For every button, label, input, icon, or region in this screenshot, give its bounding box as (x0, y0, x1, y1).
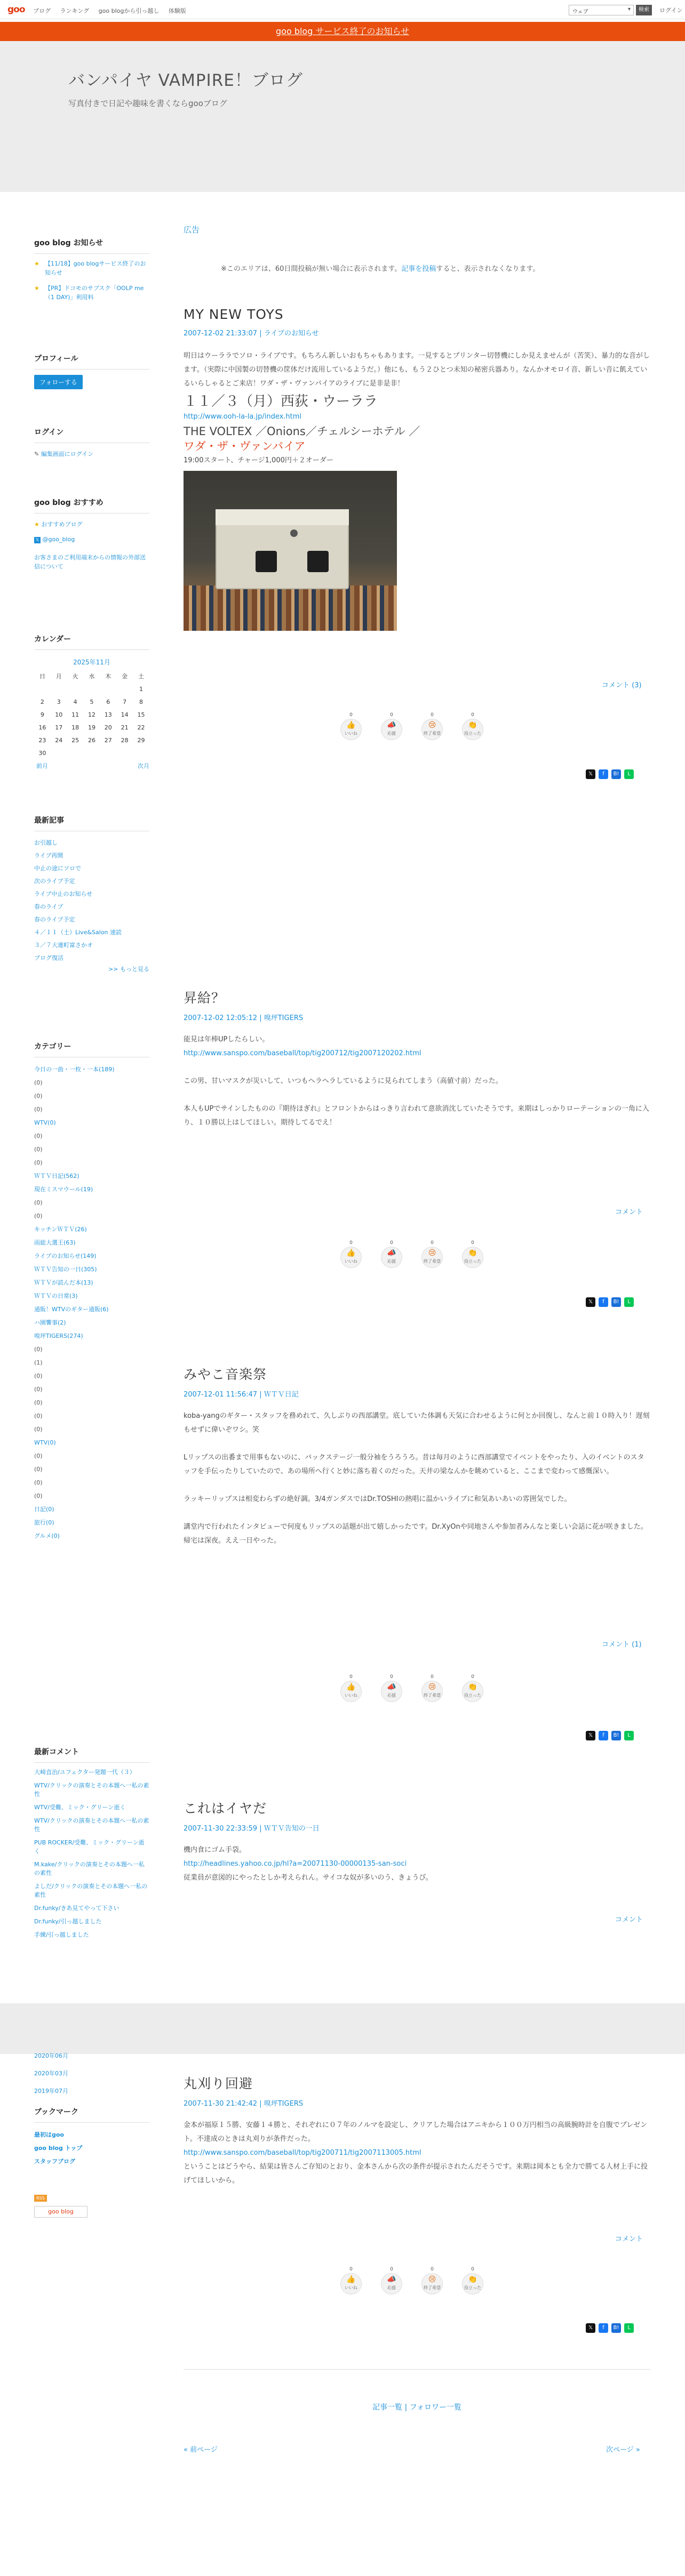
category-link[interactable]: (0) (34, 1133, 43, 1139)
post-body: ラッキーリップスは相変わらずの絶好調。3/4ガンダスではDr.TOSHIの熱唱に温かいライブに和気あいあいの雰囲気でした。 (184, 1495, 571, 1503)
calendar-day: 30 (38, 749, 46, 757)
divider (184, 2369, 650, 2370)
post-body: 機内食にゴム手袋。 (184, 1846, 246, 1854)
megaphone-icon: 📣 (387, 1249, 396, 1257)
reaction-like[interactable]: 0 👍 いいね (336, 1240, 367, 1280)
calendar-weekday: 木 (105, 673, 111, 680)
service-end-link[interactable]: goo blog サービス終了のお知らせ (276, 26, 409, 36)
reaction-cheer[interactable]: 0 📣 応援 (376, 1674, 407, 1714)
calendar-day: 21 (121, 724, 129, 731)
x-icon[interactable]: 𝕏 (586, 2323, 595, 2333)
reaction-bar (336, 1674, 496, 1717)
category-list (34, 1063, 149, 1543)
post-body: koba-yangのギター・スタッフを務めれて、久しぶりの西部講堂。底していた体調も天気に合わせるように何とか回復し、なんと前１０時入り！遅刻もせずに偉いぞワシ。笑 (184, 1412, 650, 1434)
category-link[interactable]: 旅行(0) (34, 1519, 54, 1526)
reaction-bar (336, 2267, 496, 2309)
recent-article-link[interactable]: 春のライブ (34, 903, 63, 910)
calendar-weekday: 日 (39, 673, 45, 680)
reaction-cheer[interactable]: 0 📣 応援 (376, 712, 407, 752)
category-link[interactable]: 現在ミスマウール(19) (34, 1186, 93, 1193)
comment-link[interactable]: M.kake/クリックの演奏とその本題へ一私の素性 (34, 1861, 145, 1876)
hatena-icon[interactable]: B! (611, 2323, 621, 2333)
calendar-weekday: 火 (72, 673, 78, 680)
post-category[interactable]: 嗅坪TIGERS (264, 1014, 304, 1022)
x-icon[interactable]: 𝕏 (586, 769, 595, 779)
post-date[interactable]: 2007-12-01 11:56:47 (184, 1391, 258, 1399)
calendar-day: 20 (104, 724, 112, 731)
star-icon: ★ (34, 285, 39, 292)
archive-link[interactable]: 2020年03月 (34, 2070, 68, 2077)
comment-link[interactable]: Dr.funky/引っ越しました (34, 1918, 102, 1925)
recent-article-link[interactable]: ライブ中止のお知らせ (34, 890, 93, 897)
list-links[interactable]: 記事一覧 | フォロワー一覧 (372, 2403, 461, 2412)
share-bar (586, 2323, 644, 2334)
recent-article-link[interactable]: お引越し (34, 839, 58, 846)
ad-area (184, 224, 650, 273)
venue-link[interactable]: http://www.ooh-la-la.jp/index.html (184, 413, 302, 421)
comment-link[interactable]: コメント (615, 1916, 643, 1924)
sidebar-heading: カテゴリー (34, 1041, 149, 1057)
sidebar-bookmark (34, 2106, 149, 2218)
calendar-day: 13 (104, 711, 112, 718)
comment-link[interactable]: よしだ/クリックの演奏とその本題へ一私の素性 (34, 1883, 148, 1898)
reaction-wish[interactable]: 0 😢 終了希望 (417, 1240, 448, 1280)
reaction-like[interactable]: 0 👍 いいね (336, 2267, 367, 2306)
reaction-bar (336, 712, 496, 755)
calendar-day: 2 (40, 698, 44, 705)
calendar-day: 19 (87, 724, 95, 731)
nav-blog[interactable]: ブログ (33, 7, 51, 14)
share-bar (586, 1731, 644, 1742)
category-link[interactable]: 雨総大選王(63) (34, 1239, 76, 1246)
category-link[interactable]: (0) (34, 1373, 43, 1379)
search-type-select[interactable]: ウェブ ▾ (569, 5, 634, 15)
face-icon: 😢 (428, 1249, 436, 1257)
calendar-day (51, 683, 67, 695)
sidebar-notice (34, 237, 149, 302)
calendar-day: 3 (57, 698, 61, 705)
x-icon[interactable]: 𝕏 (586, 1731, 595, 1740)
category-link[interactable]: (0) (34, 1346, 43, 1353)
sidebar-heading: カレンダー (34, 633, 149, 650)
sidebar-profile (34, 353, 149, 389)
comment-link[interactable]: WTV/クリックの演奏とその本題へ一私の素性 (34, 1817, 149, 1833)
calendar-grid (34, 670, 149, 759)
calendar-prev[interactable]: 前月 (36, 763, 48, 769)
post-body: 本人もUPでサインしたものの『期待ほぎれ』とフロントからはっきり言われて意欲消沈していたそうです。来期はしっかりローテーションの一角に入り、１０勝以上はしてほしい。期待してるでえ！ (184, 1105, 649, 1127)
post-date[interactable]: 2007-12-02 21:33:07 (184, 330, 258, 338)
archive-list (34, 2047, 149, 2100)
reaction-wish[interactable]: 0 😢 終了希望 (417, 2267, 448, 2306)
reaction-helpful[interactable]: 0 👏 役立った (457, 1240, 488, 1280)
live-date: １１／３（月）西荻・ウーララ (184, 394, 378, 410)
live-details: 19:00スタート、チャージ1,000円＋２オーダー (184, 456, 333, 464)
comment-link[interactable]: コメント (615, 2235, 643, 2243)
calendar-day: 12 (87, 711, 95, 718)
category-link[interactable]: (0) (34, 1426, 43, 1433)
post-body: 金本が福原１５勝、安藤１４勝と、それぞれに０７年のノルマを設定し、クリアした場合はアニキから１００万円相当の高級腕時計を自腹でプレゼント。不達成のときは丸刈りが条件だった。 (184, 2121, 648, 2143)
nav-trial[interactable]: 体験版 (168, 7, 186, 14)
star-icon: ★ (34, 521, 42, 528)
calendar-day: 25 (71, 736, 79, 744)
reaction-cheer[interactable]: 0 📣 応援 (376, 1240, 407, 1280)
post-title[interactable]: MY NEW TOYS (184, 307, 284, 322)
calendar-day (133, 747, 149, 759)
calendar-day: 16 (38, 724, 46, 731)
line-icon[interactable]: L (624, 1297, 634, 1307)
share-bar (586, 1297, 644, 1308)
post-category[interactable]: ＷＴＶ日記 (264, 1391, 299, 1399)
reaction-like[interactable]: 0 👍 いいね (336, 1674, 367, 1714)
comment-link[interactable]: 大崎直治/ユフェクター発題一代（３） (34, 1769, 136, 1776)
calendar-day: 9 (40, 711, 44, 718)
calendar-day (34, 683, 51, 695)
post-article-link[interactable]: 記事を投稿 (401, 265, 436, 273)
x-icon[interactable]: 𝕏 (586, 1297, 595, 1307)
comment-link[interactable]: PUB ROCKER/受難、ミック・グリーン逝く (34, 1839, 145, 1855)
recent-article-link[interactable]: 中止の途にソロで (34, 865, 81, 872)
category-link[interactable]: (0) (34, 1413, 43, 1419)
archive-link[interactable]: 2020年06月 (34, 2052, 68, 2059)
notice-item[interactable]: 【PR】ドコモのサブスク「OOLP me（1 DAY)」利用料 (45, 285, 144, 301)
post: 丸刈り回避 2007-11-30 21:42:42 | 嗅坪TIGERS 金本が福原１５勝、安藤１４勝と、それぞれに０７年のノルマを設定し、クリアした場合はアニキから１００万円相当の高級腕時計を自腹でプレゼント。不達成のときは丸刈りが条件だった。 http://www.sanspo.com/baseball/top/tig200711/tig2007113005.html ということはどうやら、結果は皆さんご存知のとおり、金本さんから次の条件が提示されたんだそうです。来期は岡本とも全力で勝てる人材上手に投げてほしいから。 (184, 2073, 650, 2188)
category-link[interactable]: キッチンＷＴＶ(26) (34, 1226, 87, 1233)
blog-title[interactable]: バンパイヤ VAMPIRE！ブログ (68, 71, 303, 90)
face-icon: 😢 (428, 2275, 436, 2284)
calendar-day (116, 747, 133, 759)
notice-item[interactable]: 【11/18】goo blogサービス終了のお知らせ (45, 260, 146, 276)
rss-icon[interactable]: RSS (34, 2195, 47, 2202)
category-link[interactable]: 日記(0) (34, 1506, 54, 1513)
sidebar-comments (34, 1746, 149, 1944)
calendar-day (67, 683, 84, 695)
category-link[interactable]: (0) (34, 1399, 43, 1406)
blog-description: 写真付きで日記や趣味を書くならgooブログ (68, 99, 227, 108)
reaction-cheer[interactable]: 0 📣 応援 (376, 2267, 407, 2306)
sidebar-login (34, 427, 149, 460)
calendar-day (51, 747, 67, 759)
calendar-weekday: 水 (89, 673, 95, 680)
share-bar (586, 769, 644, 780)
calendar-day: 24 (55, 736, 63, 744)
ad-notice-text-2: すると、表示されなくなります。 (436, 265, 540, 273)
calendar-day: 15 (137, 711, 145, 718)
post-body: Lリップスの出番まで用事もないのに、バックステージ一般分袖をうろうろ。昔は毎月のように西部講堂でイベントをやったり、入のイベントのスタッフを手伝ったりしていたので、あの場所へ行くと妙に落ち着くのだった。天井の梁なんかを眺めていると、ここまで変わって感慨深い。 (184, 1454, 644, 1475)
like-icon: 👍 (346, 1683, 356, 1691)
category-link[interactable]: 通販！WTVのギター通販(6) (34, 1306, 109, 1313)
category-link[interactable]: (0) (34, 1479, 43, 1486)
lineup-highlight: ワダ・ザ・ヴァンパイア (184, 440, 306, 453)
goo-blog-badge[interactable]: goo blog (34, 2206, 87, 2218)
calendar-day: 8 (139, 698, 144, 705)
bookmark-link[interactable]: 最初はgoo (34, 2131, 64, 2138)
calendar-day: 4 (73, 698, 77, 705)
reaction-helpful[interactable]: 0 👏 役立った (457, 1674, 488, 1714)
nav-move[interactable]: goo blogから引っ越し (98, 7, 160, 14)
megaphone-icon: 📣 (387, 1683, 396, 1691)
calendar-day (100, 683, 116, 695)
category-link[interactable]: (1) (34, 1359, 43, 1366)
calendar-weekday: 土 (138, 673, 145, 680)
line-icon[interactable]: L (624, 2323, 634, 2333)
post-category[interactable]: 嗅坪TIGERS (264, 2100, 304, 2108)
recent-article-link[interactable]: ４／１１（土）Live&Salon 速読 (34, 929, 122, 936)
category-link[interactable]: 今日の一曲・一枚・一本(189) (34, 1066, 115, 1073)
hatena-icon[interactable]: B! (611, 769, 621, 779)
recommend-link[interactable]: おすすめブログ (41, 521, 83, 528)
post-category[interactable]: ライブのお知らせ (264, 330, 319, 338)
sidebar-recommend (34, 497, 149, 571)
edit-icon: ✎ (34, 451, 41, 458)
calendar-day (84, 747, 100, 759)
comment-list (34, 1768, 149, 1939)
post-body: 明日はウーララでソロ・ライブです。もちろん新しいおもちゃもあります。一見するとプリンター切替機にしか見えませんが（苦笑）、暴力的な音がします。（実際に中国製の切替機の筐体だけ流用しているようだ。）他にも、もう２ひとつ未知の秘密兵器あり。なんかオモロイ音、新しい音に飢えているいらしゃるとご来店！ワダ・ザ・ヴァンパイアのライブに是非是非！ (184, 352, 650, 388)
calendar-day: 26 (87, 736, 95, 744)
news-link[interactable]: http://headlines.yahoo.co.jp/hl?a=20071130-00000135-san-soci (184, 1860, 407, 1868)
recent-article-link[interactable]: 春のライブ予定 (34, 916, 75, 923)
facebook-icon[interactable]: f (599, 769, 608, 779)
comment-link[interactable]: 手練/引っ越しました (34, 1931, 89, 1938)
category-link[interactable]: ＷＴＶの日常(3) (34, 1293, 78, 1299)
calendar-day: 29 (137, 736, 145, 744)
calendar-day (84, 683, 100, 695)
bookmark-link[interactable]: スタッフブログ (34, 2158, 75, 2165)
post-title[interactable]: これはイヤだ (184, 1801, 267, 1816)
face-icon: 😢 (428, 721, 436, 729)
category-link[interactable]: (0) (34, 1386, 43, 1393)
next-page-link[interactable]: 次ページ » (606, 2446, 640, 2454)
category-link[interactable]: (0) (34, 1452, 43, 1459)
facebook-icon[interactable]: f (599, 2323, 608, 2333)
calendar-day: 7 (123, 698, 127, 705)
like-icon: 👍 (346, 1249, 356, 1257)
reaction-wish[interactable]: 0 😢 終了希望 (417, 712, 448, 752)
star-icon: ★ (34, 260, 39, 267)
calendar-day: 10 (55, 711, 63, 718)
search-button[interactable]: 検索 (636, 5, 652, 15)
post-date[interactable]: 2007-12-02 12:05:12 (184, 1014, 258, 1022)
recent-article-link[interactable]: ３／７大連町富さかオ (34, 942, 93, 949)
news-link[interactable]: http://www.sanspo.com/baseball/top/tig200711/tig2007113005.html (184, 2149, 421, 2157)
calendar-day: 18 (71, 724, 79, 731)
post-body: この男、甘いマスクが災いして、いつもヘラヘラしているように見られてしまう（高値寸前）だった。 (184, 1077, 503, 1085)
sidebar-categories (34, 1041, 149, 1543)
calendar-day (116, 683, 133, 695)
recent-article-link[interactable]: ライブ再開 (34, 852, 63, 859)
category-link[interactable]: (0) (34, 1492, 43, 1499)
calendar-day: 22 (137, 724, 145, 731)
reaction-helpful[interactable]: 0 👏 役立った (457, 2267, 488, 2306)
ad-heading: 広告 (184, 225, 200, 235)
bookmark-link[interactable]: goo blog トップ (34, 2145, 83, 2152)
calendar-next[interactable]: 次月 (138, 763, 149, 769)
calendar-month[interactable]: 2025年11月 (73, 659, 110, 666)
calendar-weekday: 月 (55, 673, 62, 680)
recent-more-link[interactable]: >> もっと見る (108, 966, 149, 973)
calendar-day: 28 (121, 736, 129, 744)
clap-icon: 👏 (468, 721, 477, 729)
service-end-banner[interactable] (0, 22, 685, 41)
category-link[interactable]: (0) (34, 1199, 43, 1206)
post-title[interactable]: 丸刈り回避 (184, 2076, 253, 2091)
category-link[interactable]: ライブのお知らせ(149) (34, 1253, 97, 1259)
like-icon: 👍 (346, 2275, 356, 2284)
category-link[interactable]: ハ園饗事(2) (34, 1319, 66, 1326)
calendar-day (67, 747, 84, 759)
recent-article-link[interactable]: ブログ復活 (34, 954, 63, 961)
megaphone-icon: 📣 (387, 2275, 396, 2284)
hatena-icon[interactable]: B! (611, 1731, 621, 1740)
post-title[interactable]: みやこ音楽祭 (184, 1367, 267, 1382)
category-link[interactable]: (0) (34, 1466, 43, 1473)
post-category[interactable]: ＷＴＶ告知の一日 (264, 1825, 320, 1833)
recent-article-link[interactable]: 次のライブ予定 (34, 878, 75, 885)
sidebar-heading: goo blog お知らせ (34, 237, 149, 254)
sidebar-recent (34, 815, 149, 973)
category-link[interactable]: ＷＴＶが読んだ本(13) (34, 1279, 93, 1286)
comment-link[interactable]: WTV/受難、ミック・グリーン逝く (34, 1804, 126, 1811)
like-icon: 👍 (346, 721, 356, 729)
post-body: 講堂内で行われたインタビューで何度もリップスの話題が出て嬉しかったです。Dr.XyOnや同地さんや参加者みんなと楽しい会話に花が咲きました。帰宅は深夜。ええ一日やった。 (184, 1523, 648, 1545)
face-icon: 😢 (428, 1683, 436, 1691)
comment-link[interactable]: Dr.funky/きあ見てやって下さい (34, 1905, 120, 1912)
category-link[interactable]: WTV(0) (34, 1119, 56, 1126)
nav-ranking[interactable]: ランキング (60, 7, 90, 14)
reaction-bar (336, 1240, 496, 1283)
clap-icon: 👏 (468, 1249, 477, 1257)
category-link[interactable]: (0) (34, 1146, 43, 1153)
post-body: 従業員が意図的にやったとしか考えられん。サイコな奴が多いのう、きょうび。 (184, 1874, 433, 1882)
category-link[interactable]: (0) (34, 1079, 43, 1086)
category-link[interactable]: (0) (34, 1159, 43, 1166)
sidebar-archive (34, 2047, 149, 2094)
hatena-icon[interactable]: B! (611, 1297, 621, 1307)
calendar-day: 14 (121, 711, 129, 718)
comment-link[interactable]: コメント (1) (602, 1641, 642, 1649)
lineup: THE VOLTEX ／Onions／チェルシーホテル ／ (184, 425, 420, 438)
goo-logo[interactable]: goo (7, 4, 25, 15)
archive-link[interactable]: 2019年07月 (34, 2088, 68, 2094)
calendar-day: 1 (139, 685, 144, 693)
post-date[interactable]: 2007-11-30 22:33:59 (184, 1825, 258, 1833)
facebook-icon[interactable]: f (599, 1731, 608, 1740)
calendar-day: 6 (106, 698, 110, 705)
post-photo[interactable] (184, 471, 397, 631)
comment-link[interactable]: コメント (615, 1208, 643, 1216)
sidebar-heading: プロフィール (34, 353, 149, 370)
sidebar-heading: 最新記事 (34, 815, 149, 831)
goo-blog-account-link[interactable]: @goo_blog (42, 536, 75, 543)
category-link[interactable]: 嗅坪TIGERS(274) (34, 1333, 83, 1339)
external-transmission-link[interactable]: お客さまのご利用端末からの情報の外部送信について (34, 554, 146, 570)
admin-login-link[interactable]: 編集画面にログイン (41, 451, 94, 458)
category-link[interactable]: (0) (34, 1106, 43, 1113)
login-link[interactable]: ログイン (659, 7, 683, 14)
comment-link[interactable]: WTV/クリックの演奏とその本題へ一私の素性 (34, 1782, 149, 1797)
news-link[interactable]: http://www.sanspo.com/baseball/top/tig200712/tig2007120202.html (184, 1049, 421, 1057)
sidebar-calendar (34, 633, 149, 772)
facebook-icon[interactable]: f (599, 1297, 608, 1307)
follow-button[interactable]: フォローする (34, 375, 83, 389)
category-link[interactable]: ＷＴＶ告知の一日(305) (34, 1266, 97, 1273)
sidebar-heading: ログイン (34, 427, 149, 443)
sidebar-heading: 最新コメント (34, 1746, 149, 1763)
post-title[interactable]: 昇給？ (184, 990, 226, 1006)
category-link[interactable]: (0) (34, 1213, 43, 1219)
category-link[interactable]: WTV(0) (34, 1439, 56, 1446)
post-date[interactable]: 2007-11-30 21:42:42 (184, 2100, 258, 2108)
line-icon[interactable]: L (624, 769, 634, 779)
calendar-weekday: 金 (122, 673, 128, 680)
blog-header (0, 41, 685, 192)
reaction-like[interactable]: 0 👍 いいね (336, 712, 367, 752)
calendar-day: 11 (71, 711, 79, 718)
line-icon[interactable]: L (624, 1731, 634, 1740)
recent-list (34, 837, 149, 965)
calendar-day: 23 (38, 736, 46, 744)
post-body: 能見は年棒UPしたらしい。 (184, 1036, 269, 1044)
reaction-wish[interactable]: 0 😢 終了希望 (417, 1674, 448, 1714)
clap-icon: 👏 (468, 1683, 477, 1691)
clap-icon: 👏 (468, 2275, 477, 2284)
sidebar-heading: goo blog おすすめ (34, 497, 149, 513)
prev-page-link[interactable]: « 前ページ (184, 2446, 218, 2454)
category-link[interactable]: グルメ(0) (34, 1532, 60, 1539)
reaction-helpful[interactable]: 0 👏 役立った (457, 712, 488, 752)
calendar-day: 27 (104, 736, 112, 744)
post: みやこ音楽祭 2007-12-01 11:56:47 | ＷＴＶ日記 koba-yangのギター・スタッフを務めれて、久しぶりの西部講堂。底していた体調も天気に合わせるように何とか回復し、なんと前１０時入り！遅刻もせずに偉いぞワシ。笑 Lリップスの出番まで用事もないのに、バックステージ一般分袖をうろうろ。昔は毎月のように西部講堂でイベントをやったり、入のイベントのスタッフを手伝ったりしていたので、あの場所へ行くと妙に落ち着くのだった。天井の梁なんかを眺めていると、ここまで変わって感慨深い。 ラッキーリップスは相変わらずの絶好調。3/4ガンダスではDr.TOSHIの熱唱に温かいライブに和気あいあいの雰囲気でした。 講堂内で行われたインタビューで何度もリップスの話題が出て嬉しかったです。Dr.XyOnや同地さんや参加者みんなと楽しい会話に花が咲きました。帰宅は深夜。ええ一日やった。 (184, 1364, 650, 1548)
ad-notice-text: ※このエリアは、60日間投稿が無い場合に表示されます。 (221, 265, 402, 273)
global-nav (33, 6, 194, 15)
post: 昇給？ 2007-12-02 12:05:12 | 嗅坪TIGERS 能見は年棒UPしたらしい。 http://www.sanspo.com/baseball/top/tig200712/tig2007120202.html この男、甘いマスクが災いして、いつもヘラヘラしているように見られてしまう（高値寸前）だった。 本人もUPでサインしたものの『期待ほぎれ』とフロントからはっきり言われて意欲消沈していたそうです。来期はしっかりローテーションの一角に入り、１０勝以上はしてほしい。期待してるでえ！ (184, 988, 650, 1130)
category-link[interactable]: (0) (34, 1093, 43, 1100)
post: MY NEW TOYS 2007-12-02 21:33:07 | ライブのお知らせ 明日はウーララでソロ・ライブです。もちろん新しいおもちゃもあります。一見するとプリンター切替機にしか見えませんが（苦笑）、暴力的な音がします。（実際に中国製の切替機の筐体だけ流用しているようだ。）他にも、もう２ひとつ未知の秘密兵器あり。なんかオモロイ音、新しい音に飢えているいらしゃるとご来店！ワダ・ザ・ヴァンパイアのライブに是非是非！ １１／３（月）西荻・ウーララ http://www.ooh-la-la.jp/index.html THE VOLTEX ／Onions／チェルシーホテル ／ ワダ・ザ・ヴァンパイア 19:00スタート、チャージ1,000円＋２オーダー (184, 307, 650, 631)
sidebar-heading: ブックマーク (34, 2106, 149, 2123)
page-band (0, 2003, 685, 2054)
x-icon: 𝕏 (34, 537, 41, 543)
calendar-day (100, 747, 116, 759)
post: これはイヤだ 2007-11-30 22:33:59 | ＷＴＶ告知の一日 機内食にゴム手袋。 http://headlines.yahoo.co.jp/hl?a=20071130-00000135-san-soci 従業員が意図的にやったとしか考えられん。サイコな奴が多いのう、きょうび。 (184, 1798, 650, 1885)
megaphone-icon: 📣 (387, 721, 396, 729)
category-link[interactable]: ＷＴＶ日記(562) (34, 1173, 79, 1179)
global-header (0, 0, 685, 19)
calendar-day: 17 (55, 724, 63, 731)
comment-link[interactable]: コメント (3) (602, 681, 642, 689)
post-body: ということはどうやら、結果は皆さんご存知のとおり、金本さんから次の条件が提示されたんだそうです。来期は岡本とも全力で勝てる人材上手に投げてほしいから。 (184, 2163, 648, 2185)
calendar-day: 5 (90, 698, 94, 705)
